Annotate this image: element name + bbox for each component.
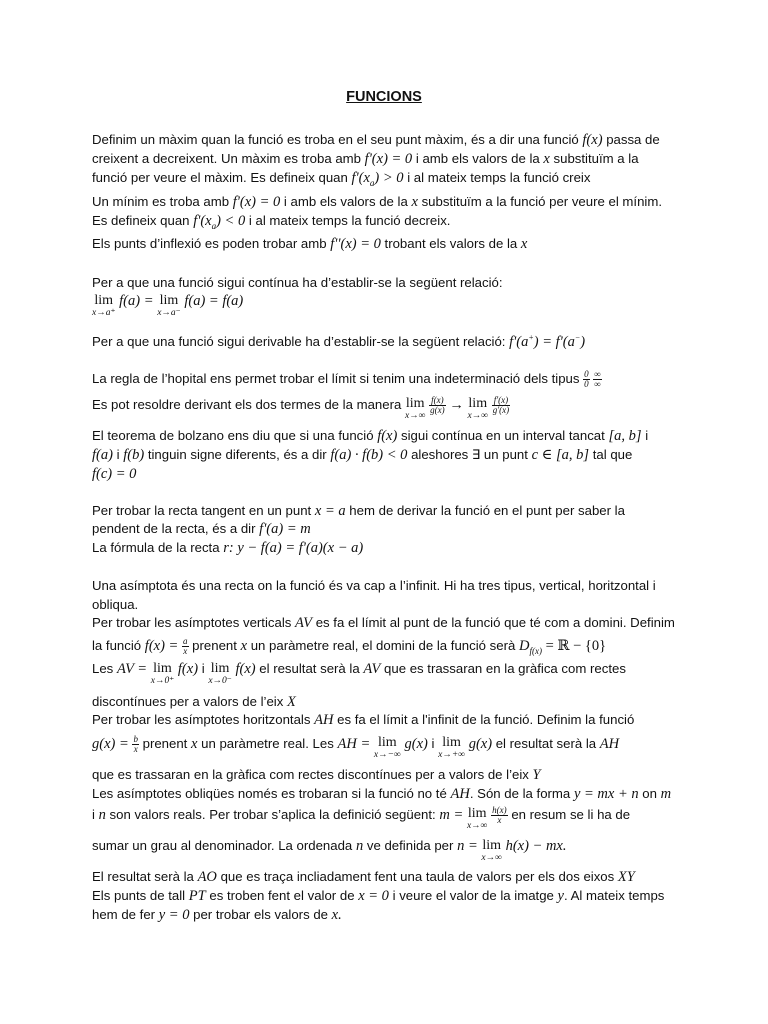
math-part: f'(a [509,333,529,350]
bolzano-line-3 [92,466,136,482]
numerator: h(x) [492,805,507,815]
math: f(x) [582,132,603,148]
math: f'(x) = 0 [364,151,413,167]
text: que es traça incliadament fent una taula de valors per els dos eixos [220,869,615,884]
text: la funció [92,637,142,653]
lim-sub: x→a⁻ [157,308,181,318]
text: substituïm a la funció per veure el mínim. [421,194,662,209]
text: el resultat serà la [259,661,360,676]
text: trobant els valors de la [384,236,518,251]
limit [481,838,502,863]
final-line-1 [92,869,635,885]
text: tinguin signe diferents, és a dir [147,447,327,462]
subscript: f(x) [529,645,542,656]
lim-label: lim [210,661,230,676]
lim-sub: x→−∞ [373,750,401,760]
text: substituïm a la [553,151,639,166]
asym-line-8 [92,735,619,760]
limit [467,806,488,831]
asym-line-7 [92,712,634,728]
math: AV [295,615,313,631]
continuity-formula [92,293,243,318]
asym-line-12 [92,838,567,863]
asym-line-4 [92,637,606,659]
text: que es trassaran en la gràfica com rectes discontínues per a valors de l’eix [92,767,529,782]
math: PT [188,888,206,904]
text: Les asímptotes obliqües només es trobaran si la funció no té [92,786,447,801]
math [519,638,542,654]
text: Un mínim es troba amb [92,194,230,209]
math: n = [457,838,478,854]
max-line-2 [92,151,639,167]
max-line-1 [92,132,660,148]
numerator: ∞ [594,369,601,379]
math: g(x) = [92,735,129,752]
text: i [431,735,435,751]
math [352,170,404,186]
lim-label: lim [94,293,114,308]
text: sumar un grau al denominador. La ordenada [92,838,353,853]
numerator: f'(x) [493,395,509,405]
limit [208,661,231,686]
math: f(a) · f(b) < 0 [330,447,408,463]
denominator: g(x) [430,405,445,415]
math: f(c) = 0 [92,466,137,482]
tangent-line-2 [92,521,311,537]
math: AH [599,735,620,752]
math: n [355,838,364,854]
text: funció per veure el màxim. Es defineix quan [92,170,348,185]
text: ve definida per [366,838,454,853]
lim-label: lim [467,806,487,821]
text: on [642,786,657,801]
text: . Al mateix temps [563,888,665,903]
math-part: f'(x [193,213,212,229]
lim-label: lim [159,293,179,308]
math: AV = [116,661,148,677]
math: AH [314,712,334,728]
math: f(a) = [119,293,154,309]
math: g(x) [404,735,428,752]
lim-label: lim [468,396,488,411]
math: X [287,694,296,710]
limit [151,661,174,686]
denominator: x [497,815,502,825]
asym-line-10 [92,786,671,802]
inflection-line [92,236,527,252]
text: per trobar els valors de [193,907,328,922]
asym-line-2 [92,597,138,613]
min-line-1 [92,194,662,210]
numerator: 0 [584,369,589,379]
math [193,213,245,229]
limit [374,735,401,760]
math: Y [532,767,541,783]
text: Els punts d’inflexió es poden trobar amb [92,236,327,251]
lim-sub: x→∞ [481,853,502,863]
text: Les [92,661,114,676]
math: f''(x) = 0 [330,236,381,252]
math: n [98,806,106,823]
text: i [116,447,120,462]
text: prenent [192,637,237,653]
tangent-line-3 [92,540,363,556]
math: r: y − f(a) = f'(a)(x − a) [223,540,364,556]
text: Una asímptota és una recta on la funció és va cap a l’infinit. Hi ha tres tipus, vertical, horitzontal i [92,578,656,593]
fraction [182,637,189,656]
math: x [240,637,248,654]
math: [a, b] [608,428,642,444]
lim-sub: x→∞ [466,821,488,831]
text: pendent de la recta, és a dir [92,521,256,536]
final-line-3 [92,907,342,923]
math-part: ) < 0 [216,213,246,229]
text: i amb els valors de la [283,194,408,209]
math-part: ) = f'(a [533,333,575,350]
fraction [583,370,590,389]
max-line-3 [92,170,590,191]
denominator: x [133,744,138,754]
text: i [645,428,649,443]
math: c ∈ [a, b] [531,447,590,463]
bolzano-line-1 [92,428,648,444]
math: AH [450,786,470,802]
text: Es pot resoldre derivant els dos termes de la manera [92,396,402,412]
text: Els punts de tall [92,888,186,903]
superscript: − [574,333,581,342]
lim-sub: x→a⁺ [92,308,116,318]
subscript: a [369,177,375,188]
text: Per trobar les asímptotes horitzontals [92,712,311,727]
subscript: a [211,220,217,231]
text: un paràmetre real, el domini de la funció serà [250,637,516,653]
math: x = a [314,503,346,519]
math-part: D [519,637,530,654]
text: obliqua. [92,597,139,612]
hopital-line-2 [92,396,510,421]
text: en resum se li ha de [511,806,631,822]
math: f(a) [92,447,113,463]
math: x [411,194,418,210]
asym-line-11 [92,806,630,831]
math: x = 0 [358,888,389,904]
asym-line-9 [92,767,541,783]
text: i [201,661,205,676]
bolzano-line-2 [92,447,632,463]
math: g(x) [468,735,493,752]
text: es fa el límit a l'infinit de la funció. Definim la funció [337,712,635,727]
text: Es defineix quan [92,213,190,228]
text: i veure el valor de la imatge [392,888,554,903]
math: AH = [337,735,371,752]
math-part: ) > 0 [374,170,404,186]
hopital-line-1 [92,370,602,389]
denominator: 0 [584,379,589,389]
limit [157,293,180,318]
lim-sub: x→∞ [405,411,426,421]
lim-sub: x→0⁻ [208,676,232,686]
denominator: ∞ [594,379,601,389]
text: son valors reals. Per trobar s’aplica la definició següent: [109,806,436,822]
math: h(x) − mx. [505,838,567,854]
tangent-line-1 [92,503,625,519]
lim-label: lim [442,735,461,750]
asym-line-5 [92,661,626,686]
text: El teorema de bolzano ens diu que si una funció [92,428,374,443]
math: y [557,888,564,904]
math: f(x) = [144,637,179,654]
math: XY [617,869,635,885]
text: i amb els valors de la [415,151,540,166]
derivable-line [92,330,585,350]
text: discontínues per a valors de l’eix [92,694,284,709]
text: creixent a decreixent. Un màxim es troba amb [92,151,361,166]
lim-label: lim [405,396,425,411]
text: Per a que una funció sigui contínua ha d’establir-se la següent relació: [92,275,503,290]
arrow: → [449,396,464,413]
fraction [132,735,139,754]
text: Per a que una funció sigui derivable ha d’establir-se la següent relació: [92,333,506,349]
lim-sub: x→∞ [467,411,489,421]
denominator: x [183,646,188,656]
text: passa de [606,132,660,147]
text: Per trobar les asímptotes verticals [92,615,292,630]
math: f(b) [123,447,145,463]
math: x [543,151,550,167]
text: sigui contínua en un interval tancat [401,428,605,443]
asym-line-6 [92,694,296,710]
math: m = [439,806,464,823]
math [509,334,585,350]
text: i al mateix temps la funció creix [407,170,591,185]
text: es troben fent el valor de [209,888,355,903]
numerator: a [183,636,188,646]
text: Definim un màxim quan la funció es troba en el seu punt màxim, és a dir una funció [92,132,579,147]
text: El resultat serà la [92,869,194,884]
text: tal que [592,447,633,462]
text: La fórmula de la recta [92,540,220,555]
lim-label: lim [482,838,501,853]
math: x [191,735,198,752]
limit [92,293,115,318]
text: hem de fer [92,907,156,922]
math: AV [363,661,381,677]
asym-line-3 [92,615,675,631]
text: . Són de la forma [469,786,571,801]
asym-line-1 [92,578,656,594]
lim-sub: x→+∞ [438,750,466,760]
text: i [92,806,95,822]
math: y = 0 [158,907,190,923]
math: f(x) [235,661,256,677]
math: f'(a) = m [259,521,311,537]
numerator: b [133,734,138,744]
text: es fa el límit al punt de la funció que té com a domini. Definim [315,615,675,630]
lim-label: lim [153,661,172,676]
limit [405,396,426,421]
math: = ℝ − {0} [545,637,607,654]
lim-label: lim [378,735,397,750]
text: hem de derivar la funció en el punt per saber la [349,503,625,518]
limit [438,735,465,760]
fraction [491,806,508,825]
math: x [520,236,528,252]
math: f(a) = f(a) [184,293,244,309]
denominator: g'(x) [492,405,510,415]
text: aleshores ∃ un punt [411,447,528,462]
superscript: + [528,333,534,342]
text: Per trobar la recta tangent en un punt [92,503,312,518]
math-part: ) [580,333,586,350]
numerator: f(x) [431,395,444,405]
math: f(x) [377,428,398,444]
math: x. [331,907,342,923]
final-line-2 [92,888,664,904]
lim-sub: x→0⁺ [150,676,175,686]
fraction [492,396,510,415]
page-title: FUNCIONS [346,89,422,105]
math: y = mx + n [573,786,639,802]
text: un paràmetre real. Les [201,735,334,751]
text: La regla de l’hopital ens permet trobar el límit si tenim una indeterminació dels tipus [92,370,580,386]
continuity-line-1 [92,275,503,291]
text: que es trassaran en la gràfica com rectes [384,661,626,676]
math: f'(x) = 0 [232,194,281,210]
text: prenent [142,735,188,751]
fraction [429,396,446,415]
min-line-2 [92,213,450,234]
text: el resultat serà la [495,735,597,751]
text: i al mateix temps la funció decreix. [248,213,451,228]
math: AO [197,869,217,885]
math: m [660,786,672,802]
math: f(x) [177,661,199,677]
math-part: f'(x [351,170,370,186]
fraction [593,370,601,389]
limit [468,396,489,421]
